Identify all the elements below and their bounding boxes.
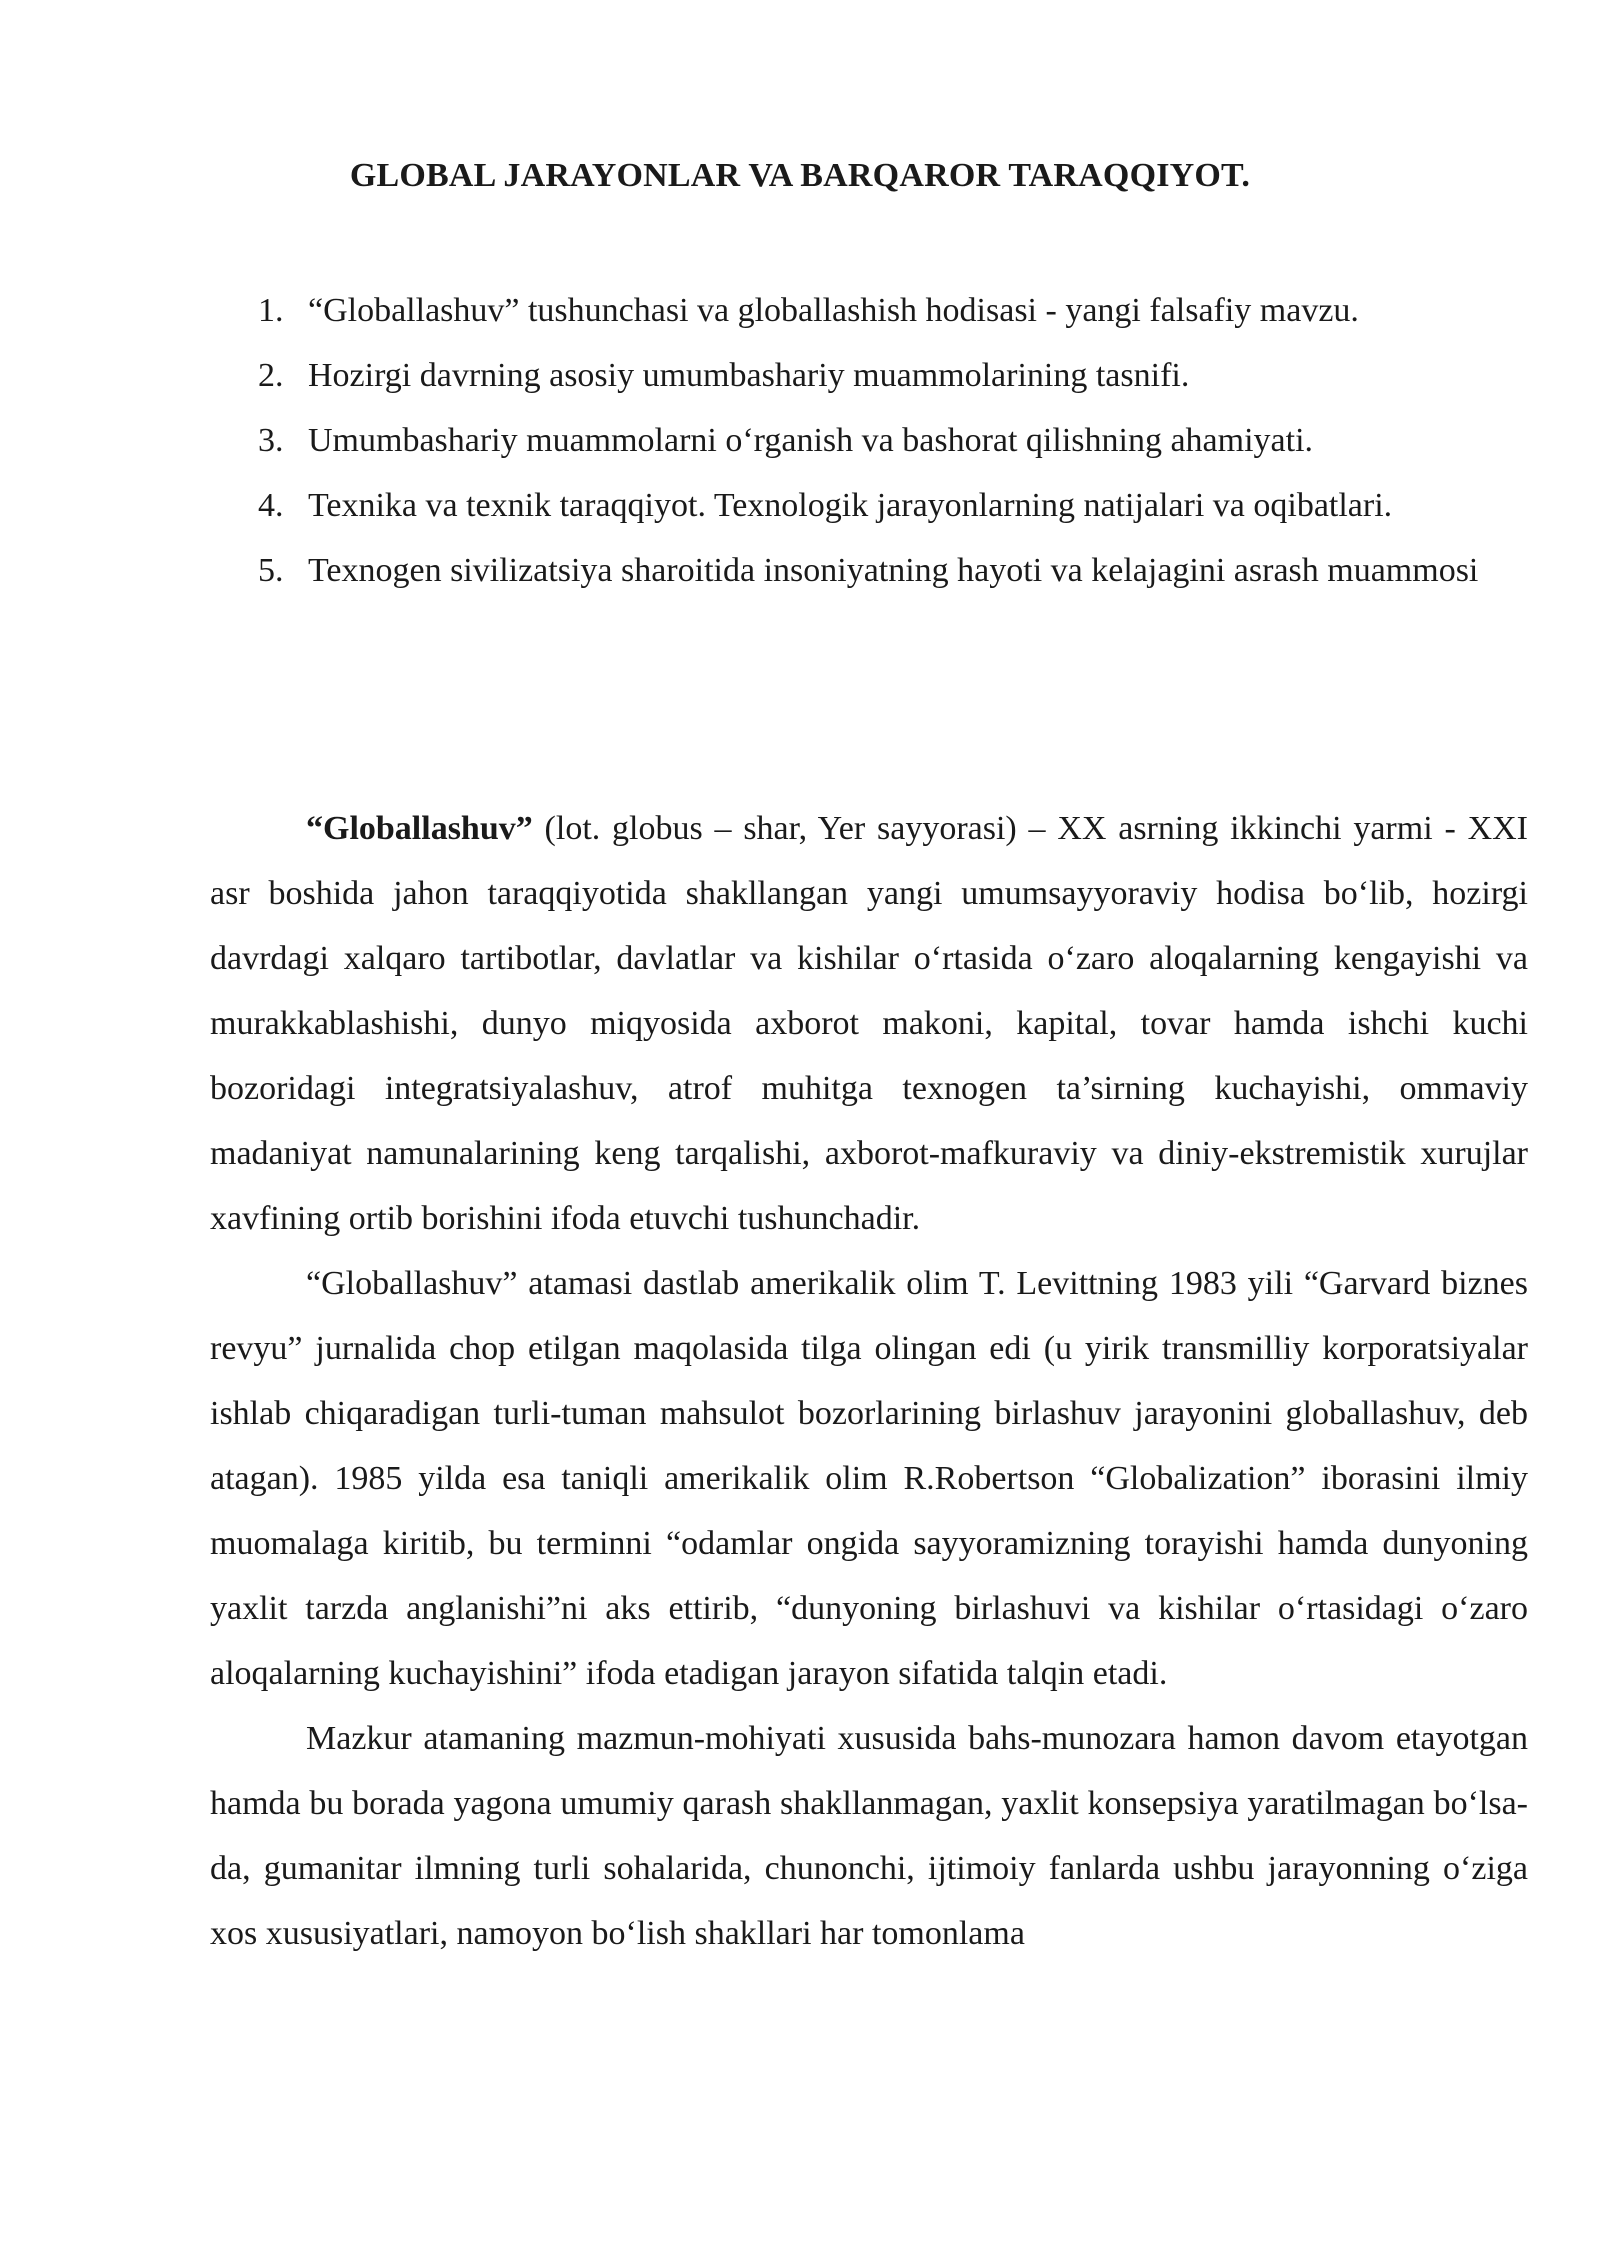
outline-item-number: 4.	[258, 487, 284, 524]
paragraph: “Globallashuv” atamasi dastlab amerikalik olim T. Levittning 1983 yili “Garvard biznes revyu” jurnalida chop etilgan maqolasida tilga olingan edi (u yirik transmilliy korporatsiyalar ishlab chiqaradigan turli-tuman mahsulot bozorlarining birlashuv jarayonini globallashuv, deb atagan). 1985 yilda esa taniqli amerikalik olim R.Robertson “Globalization” iborasini ilmiy muomalaga kiritib, bu terminni “odamlar ongida sayyoramizning torayishi hamda dunyoning yaxlit tarzda anglanishi”ni aks ettirib, “dunyoning birlashuvi va kishilar o‘rtasidagi o‘zaro aloqalarning kuchayishini” ifoda etadigan jarayon sifatida talqin etadi.	[210, 1265, 1528, 1692]
outline-item-number: 5.	[258, 552, 284, 589]
term-globallashuv: “Globallashuv”	[306, 810, 533, 847]
outline-item	[248, 278, 1488, 343]
outline-item-text: Texnika va texnik taraqqiyot. Texnologik jarayonlarning natijalari va oqibatlari.	[308, 487, 1393, 524]
outline-item	[248, 408, 1488, 473]
paragraph: Mazkur atamaning mazmun-mohiyati xususida bahs-munozara hamon davom etayotgan hamda bu borada yagona umumiy qarash shakllanmagan, yaxlit konsepsiya yaratilmagan bo‘lsa-da, gumanitar ilmning turli sohalarida, chunonchi, ijtimoiy fanlarda ushbu jarayonning o‘ziga xos xususiyatlari, namoyon bo‘lish shakllari har tomonlama	[210, 1720, 1528, 1952]
outline-item-text: “Globallashuv” tushunchasi va globallashish hodisasi - yangi falsafiy mavzu.	[308, 292, 1359, 329]
outline-item-text: Umumbashariy muammolarni o‘rganish va bashorat qilishning ahamiyati.	[308, 422, 1314, 459]
outline-item	[248, 473, 1488, 538]
outline-item	[248, 538, 1488, 603]
paragraph	[210, 796, 1528, 1251]
paragraph-text: (lot. globus – shar, Yer sayyorasi) – XX asrning ikkinchi yarmi - XXI asr boshida jahon taraqqiyotida shakllangan yangi umumsayyoraviy hodisa bo‘lib, hozirgi davrdagi xalqaro tartibotlar, davlatlar va kishilar o‘rtasida o‘zaro aloqalarning kengayishi va murakkablashishi, dunyo miqyosida axborot makoni, kapital, tovar hamda ishchi kuchi bozoridagi integratsiyalashuv, atrof muhitga texnogen ta’sirning kuchayishi, ommaviy madaniyat namunalarining keng tarqalishi, axborot-mafkuraviy va diniy-ekstremistik xurujlar xavfining ortib borishini ifoda etuvchi tushunchadir.	[210, 810, 1528, 1237]
body-text	[210, 796, 1528, 1966]
document-title: GLOBAL JARAYONLAR VA BARQAROR TARAQQIYOT.	[349, 157, 1251, 194]
outline-item-text: Texnogen sivilizatsiya sharoitida insoniyatning hayoti va kelajagini asrash muammosi	[308, 552, 1479, 589]
topic-outline	[248, 278, 1488, 603]
outline-item-number: 2.	[258, 357, 284, 394]
outline-item-text: Hozirgi davrning asosiy umumbashariy muammolarining tasnifi.	[308, 357, 1190, 394]
outline-item-number: 1.	[258, 292, 284, 329]
outline-item	[248, 343, 1488, 408]
outline-item-number: 3.	[258, 422, 284, 459]
